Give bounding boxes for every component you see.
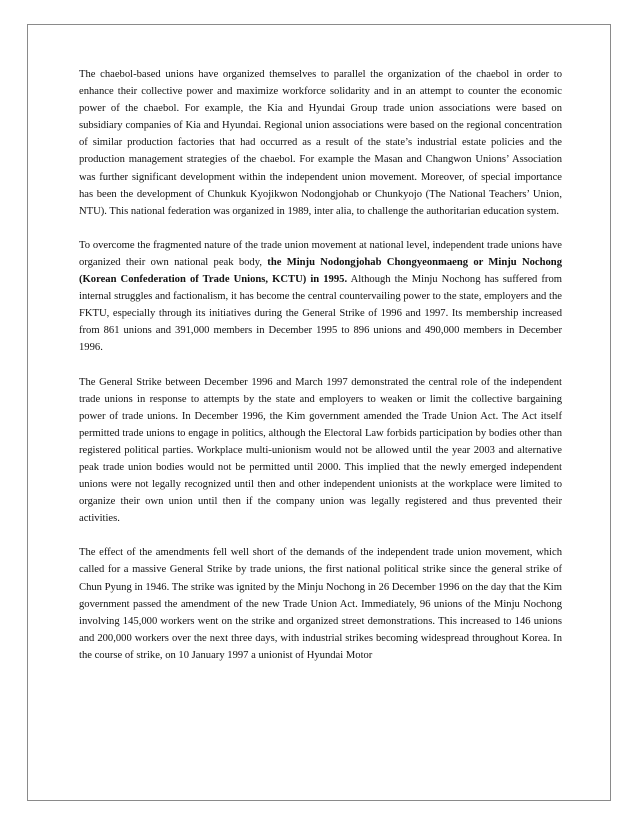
paragraph-general-strike: The General Strike between December 1996 and March 1997 demonstrated the central role of the independent trade unions in response to attempts by the state and employers to weaken or limit the collective bargaining power of trade unions. In December 1996, the Kim government amended the Trade Union Act. The Act itself permitted trade unions to engage in politics, although the Electoral Law forbids participation by bodies other than registered political parties. Workplace multi-unionism would not be allowed until the year 2003 and alternative peak trade union bodies would not be permitted until 2000. This implied that the newly emerged independent unions were not legally recognized until then and other independent unionists at the workplace were limited to organize their own union until then if the company union was legally registered and thus prevented their activities.: [79, 376, 562, 525]
paragraph-amendments-effect: The effect of the amendments fell well short of the demands of the independent trade union movement, which called for a massive General Strike by trade unions, the first national political strike since the general strike of Chun Pyung in 1946. The strike was ignited by the Minju Nochong in 26 December 1996 on the day that the Kim government passed the amendment of the new Trade Union Act. Immediately, 96 unions of the Minju Nochong involving 145,000 workers went on the strike and organized street demonstrations. This increased to 146 unions and 200,000 workers over the next three days, with industrial strikes becoming widespread throughout Korea. In the course of strike, on 10 January 1997 a unionist of Hyundai Motor: [79, 547, 562, 661]
kctu-bold-text: the Minju Nodongjohab Chongyeonmaeng or Minju Nochong (Korean Confederation of Trade Unions, KCTU) in 1995.: [79, 256, 562, 286]
paragraph-national-peak-body: [79, 237, 562, 357]
document-body: [79, 66, 562, 681]
paragraph-text: Although the Minju Nochong has suffered from internal struggles and factionalism, it has become the central countervailing power to the state, employers and the FKTU, especially through its initiatives during the General Strike of 1996 and 1997. Its membership increased from 861 unions and 391,000 members in December 1995 to 896 unions and 490,000 members in December 1996.: [79, 274, 562, 354]
paragraph-chaebol-unions: The chaebol-based unions have organized themselves to parallel the organization of the chaebol in order to enhance their collective power and maximize workforce solidarity and in an attempt to counter the economic power of the chaebol. For example, the Kia and Hyundai Group trade union associations were based on subsidiary companies of Kia and Hyundai. Regional union associations were based on the regional concentration of similar production factories that had occurred as a result of the state’s industrial estate policies and the production management strategies of the chaebol. For example the Masan and Changwon Unions’ Association was further significant development within the independent union movement. Moreover, of special importance has been the development of Chunkuk Kyojikwon Nodongjohab or Chunkyojo (The National Teachers’ Union, NTU). This national federation was organized in 1989, inter alia, to challenge the authoritarian education system.: [79, 69, 562, 217]
paragraph-text: To overcome the fragmented nature of the trade union movement at national level, independent trade unions have organized their own national peak body,: [79, 239, 562, 268]
